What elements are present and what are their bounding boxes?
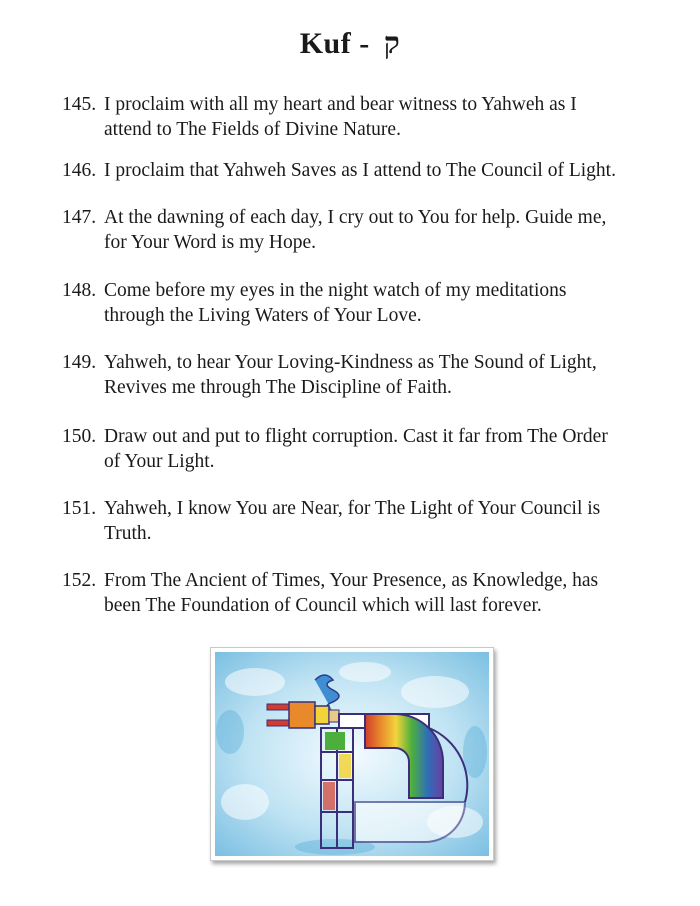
verse-text-continued: been The Foundation of Council which will last forever.: [104, 595, 542, 616]
verse-text-continued: for Your Word is my Hope.: [104, 232, 317, 253]
arm-orange: [289, 702, 315, 728]
kuf-illustration: [210, 647, 494, 861]
verse-text-continued: Truth.: [104, 523, 152, 544]
title-text: Kuf -: [299, 27, 378, 60]
verse-text: From The Ancient of Times, Your Presence, as Knowledge, has: [104, 570, 599, 591]
verse-146: [62, 158, 652, 183]
verse-text-continued: through the Living Waters of Your Love.: [104, 305, 422, 326]
verse-number: 146.: [62, 160, 97, 181]
arm-tan: [329, 710, 339, 722]
verse-number: 148.: [62, 280, 97, 301]
verse-151: [62, 496, 652, 546]
verse-number: 147.: [62, 207, 97, 228]
stem-yellow: [339, 754, 351, 778]
arm-yellow: [315, 706, 329, 724]
page-title: [0, 26, 700, 61]
verse-number: 149.: [62, 352, 97, 373]
verse-number: 145.: [62, 94, 97, 115]
verse-145: [62, 92, 652, 142]
verse-text-continued: Revives me through The Discipline of Faith.: [104, 377, 452, 398]
verse-149: [62, 350, 652, 400]
verse-150: [62, 424, 652, 474]
kuf-letter-art: [215, 652, 489, 856]
verse-number: 150.: [62, 426, 97, 447]
verse-text-continued: of Your Light.: [104, 451, 215, 472]
stem-green: [325, 732, 345, 750]
verse-text: I proclaim that Yahweh Saves as I attend to The Council of Light.: [104, 160, 616, 181]
verse-text: I proclaim with all my heart and bear witness to Yahweh as I: [104, 94, 577, 115]
verse-147: [62, 205, 652, 255]
verse-text-continued: attend to The Fields of Divine Nature.: [104, 119, 401, 140]
verse-text: Come before my eyes in the night watch of my meditations: [104, 280, 567, 301]
verse-number: 151.: [62, 498, 97, 519]
verse-text: At the dawning of each day, I cry out to You for help. Guide me,: [104, 207, 607, 228]
verse-152: [62, 568, 652, 618]
verse-148: [62, 278, 652, 328]
verse-text: Draw out and put to flight corruption. Cast it far from The Order: [104, 426, 608, 447]
verse-text: Yahweh, I know You are Near, for The Light of Your Council is: [104, 498, 601, 519]
verse-number: 152.: [62, 570, 97, 591]
verse-text: Yahweh, to hear Your Loving-Kindness as The Sound of Light,: [104, 352, 597, 373]
title-hebrew-letter: ק: [383, 26, 401, 61]
stem-red: [323, 782, 335, 810]
